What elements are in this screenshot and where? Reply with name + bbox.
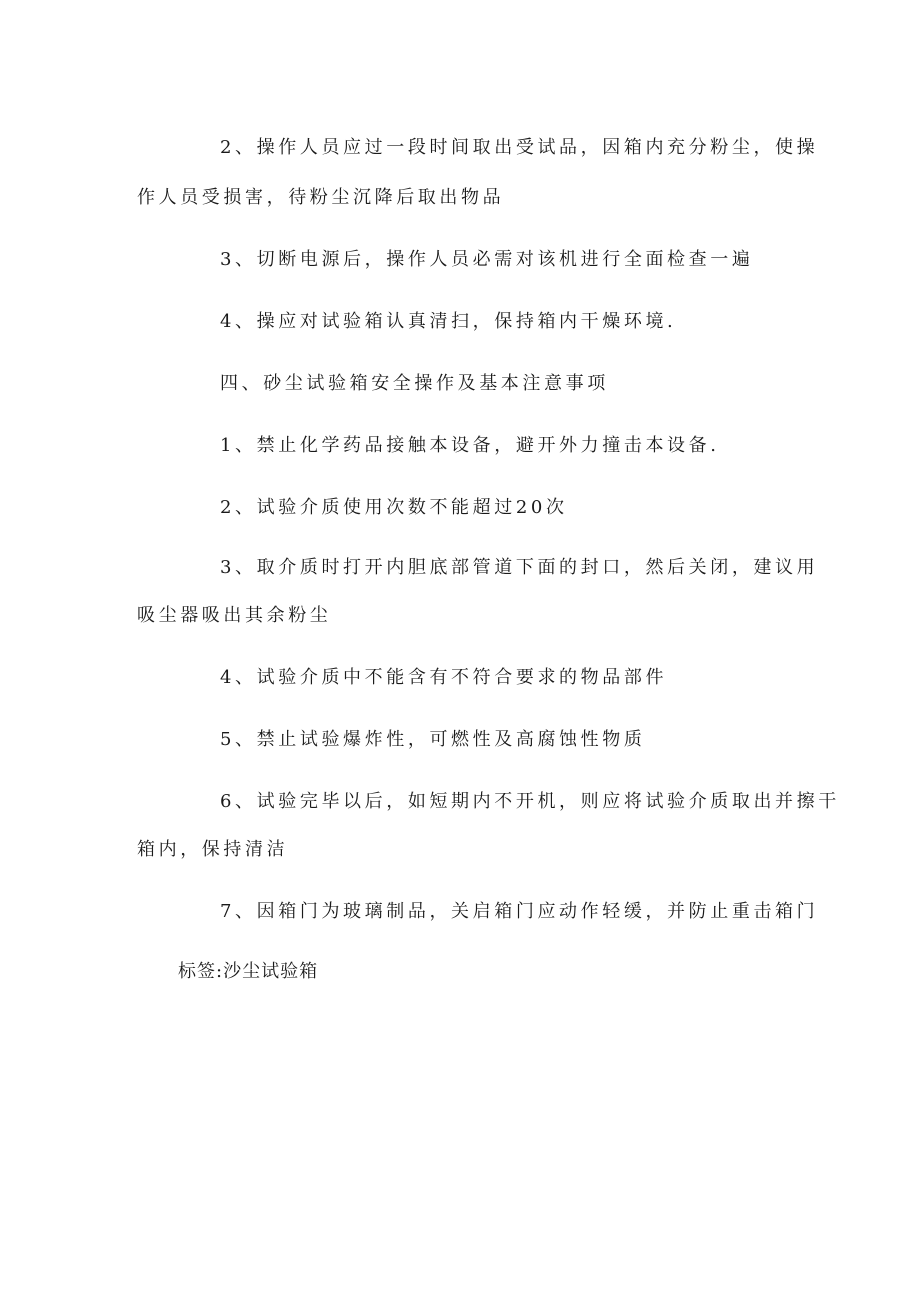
section-heading: 四、砂尘试验箱安全操作及基本注意事项	[220, 373, 609, 394]
paragraph-line: 吸尘器吸出其余粉尘	[137, 605, 332, 626]
paragraph-line: 1、禁止化学药品接触本设备，避开外力撞击本设备.	[220, 435, 720, 456]
paragraph-line: 4、操应对试验箱认真清扫，保持箱内干燥环境.	[220, 311, 677, 332]
paragraph-line: 6、试验完毕以后，如短期内不开机，则应将试验介质取出并擦干	[220, 791, 840, 812]
paragraph-line: 3、切断电源后，操作人员必需对该机进行全面检查一遍	[220, 249, 754, 270]
paragraph-line: 2、操作人员应过一段时间取出受试品，因箱内充分粉尘，使操	[220, 137, 819, 158]
paragraph-line: 7、因箱门为玻璃制品，关启箱门应动作轻缓，并防止重击箱门	[220, 901, 819, 922]
paragraph-line: 箱内，保持清洁	[137, 839, 289, 860]
paragraph-line: 作人员受损害，待粉尘沉降后取出物品	[137, 187, 505, 208]
paragraph-line: 3、取介质时打开内胆底部管道下面的封口，然后关闭，建议用	[220, 557, 819, 578]
paragraph-line: 2、试验介质使用次数不能超过20次	[220, 497, 568, 518]
paragraph-line: 4、试验介质中不能含有不符合要求的物品部件	[220, 667, 668, 688]
tags-label: 标签:沙尘试验箱	[178, 961, 319, 982]
paragraph-line: 5、禁止试验爆炸性，可燃性及高腐蚀性物质	[220, 729, 646, 750]
